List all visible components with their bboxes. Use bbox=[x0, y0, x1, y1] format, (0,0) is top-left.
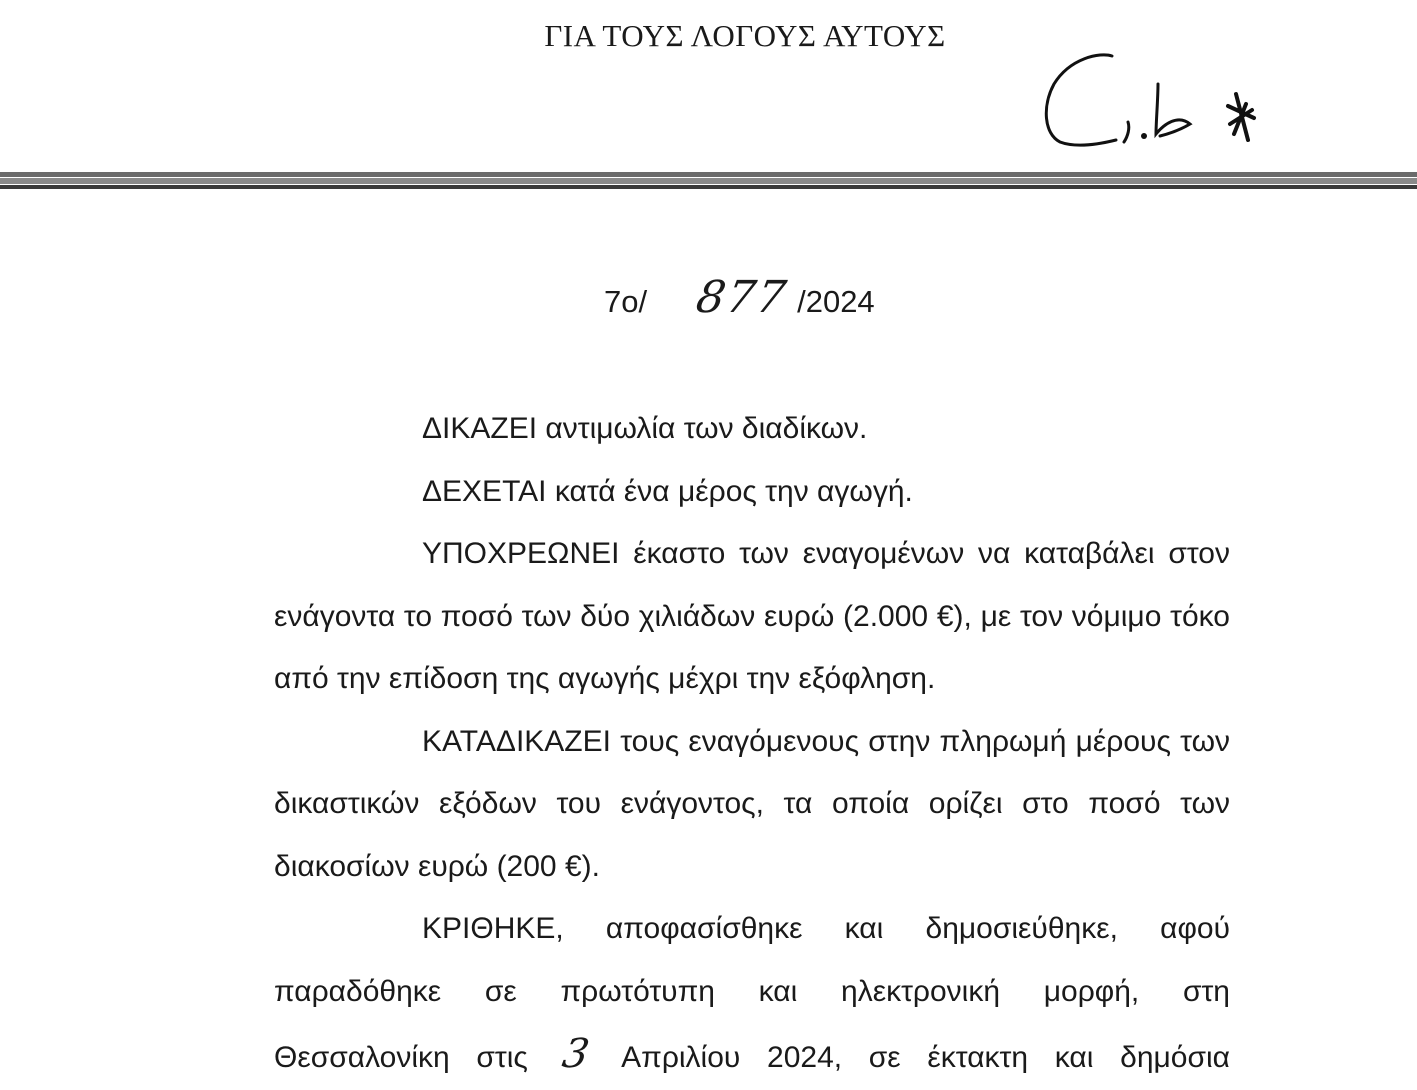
paragraph-dikazei: ΔΙΚΑΖΕΙ αντιμωλία των διαδίκων. bbox=[422, 412, 868, 445]
paragraph-dechetai: ΔΕΧΕΤΑΙ κατά ένα μέρος την αγωγή. bbox=[422, 474, 913, 508]
publication-place: Θεσσαλονίκη στις bbox=[274, 1041, 528, 1074]
case-prefix: 7ο/ bbox=[604, 284, 648, 319]
case-number bbox=[604, 272, 875, 332]
publication-date-rest: Απριλίου 2024, σε έκτακτη και δημόσια bbox=[621, 1041, 1231, 1074]
paragraph-katadikazei: ΚΑΤΑΔΙΚΑΖΕΙ τους εναγόμενους στην πληρωμή μέρους των δικαστικών εξόδων του ενάγοντος, τα οποία ορίζει στο ποσό των διακοσίων ευρώ (200 €). bbox=[274, 724, 1230, 883]
decision-body bbox=[274, 398, 1230, 1090]
paragraph-ypochreonei: ΥΠΟΧΡΕΩΝΕΙ έκαστο των εναγομένων να καταβάλει στον ενάγοντα το ποσό των δύο χιλιάδων ευρώ (2.000 €), με τον νόμιμο τόκο από την επίδοση της αγωγής μέχρι την εξόφληση. bbox=[274, 537, 1230, 695]
paragraph-krithike: ΚΡΙΘΗΚΕ, αποφασίσθηκε και δημοσιεύθηκε, αφού παραδόθηκε σε πρωτότυπη και ηλεκτρονική μορφή, στη bbox=[274, 912, 1230, 1008]
page-divider bbox=[0, 172, 1417, 192]
paragraph-publication-line bbox=[274, 1023, 1230, 1090]
case-year: /2024 bbox=[797, 284, 875, 319]
handwritten-case-number: 877 bbox=[692, 272, 792, 323]
handwritten-signature bbox=[1040, 44, 1270, 154]
section-heading: ΓΙΑ ΤΟΥΣ ΛΟΓΟΥΣ ΑΥΤΟΥΣ bbox=[544, 18, 946, 53]
previous-page-fragment bbox=[0, 0, 1417, 172]
handwritten-day: 3 bbox=[558, 1031, 593, 1077]
